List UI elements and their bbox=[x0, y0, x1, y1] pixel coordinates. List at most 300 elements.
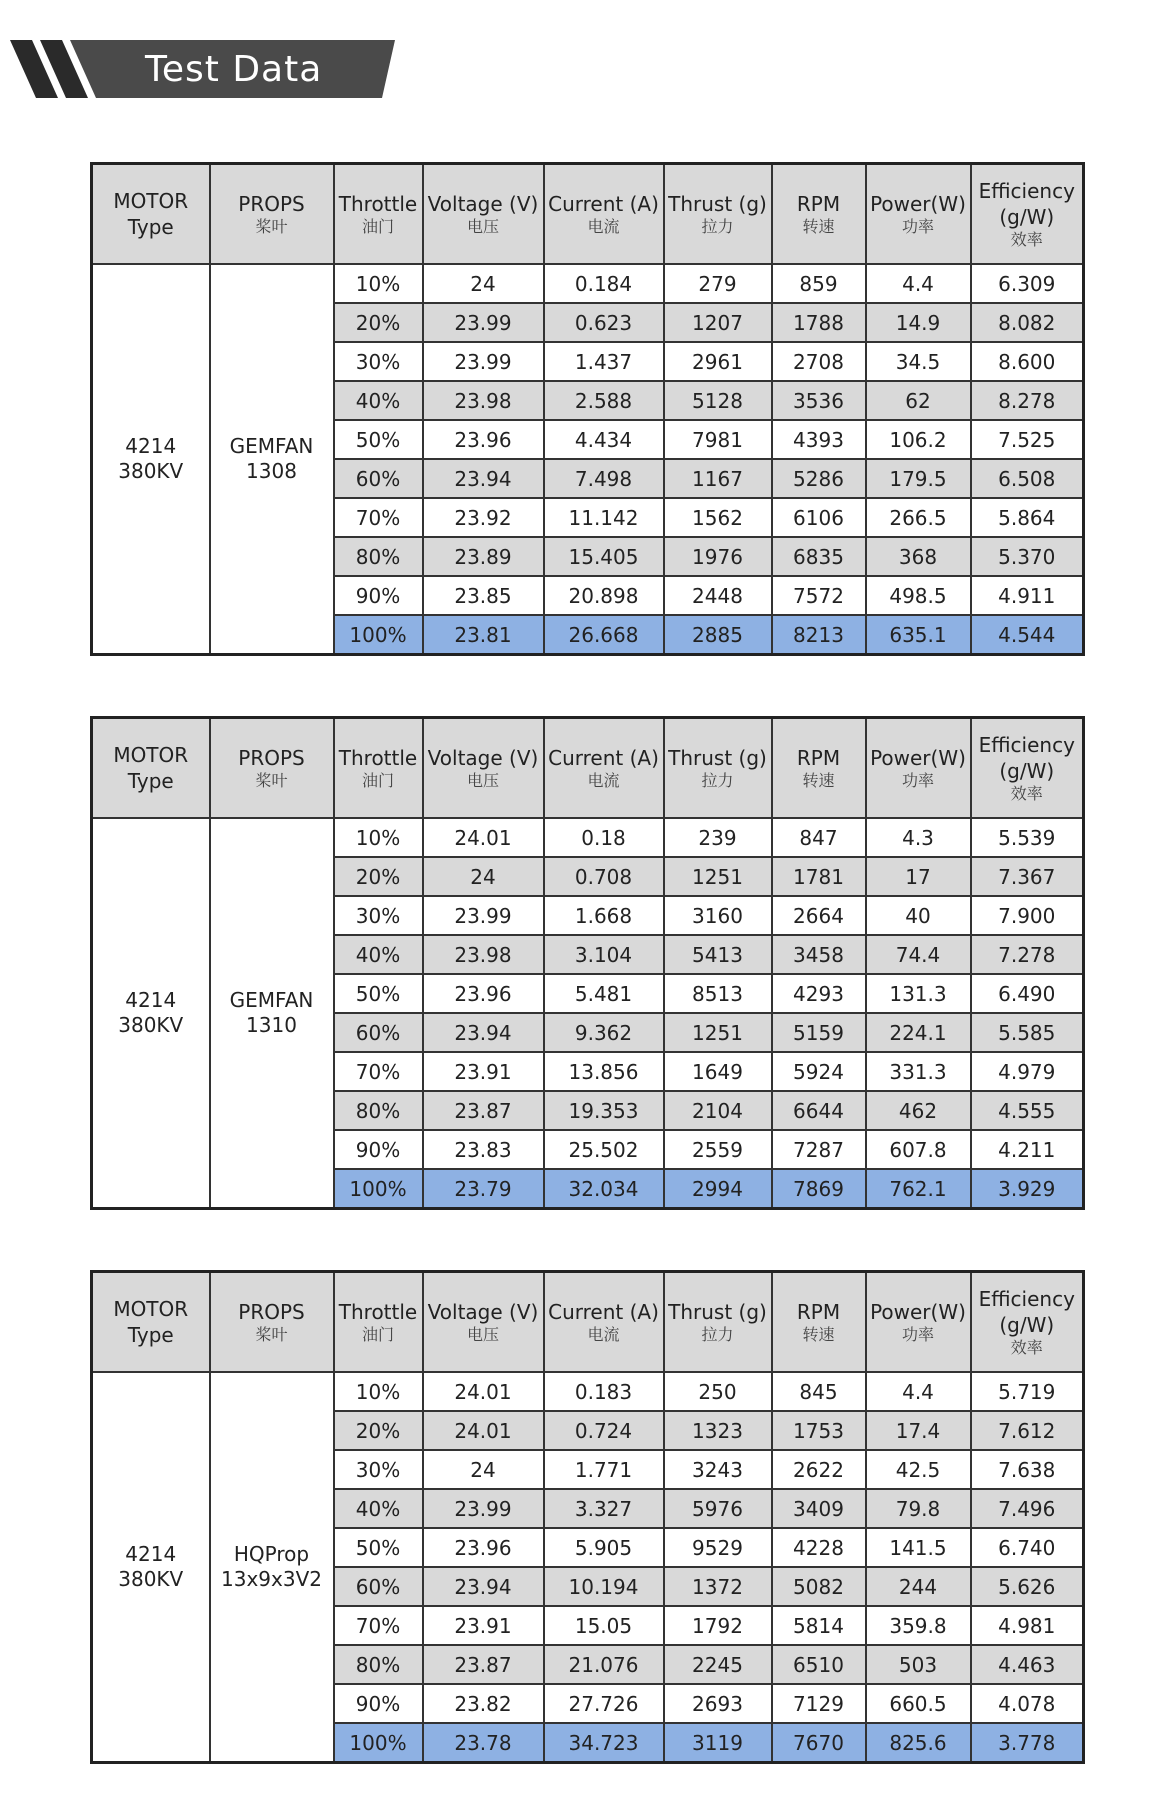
table-cell: 17.4 bbox=[866, 1411, 971, 1450]
table-cell: 19.353 bbox=[544, 1091, 664, 1130]
table-cell: 10% bbox=[334, 264, 423, 303]
table-cell: 6644 bbox=[772, 1091, 866, 1130]
table-cell: 23.99 bbox=[423, 303, 544, 342]
table-cell: 23.99 bbox=[423, 896, 544, 935]
column-header-label: Efficiency bbox=[978, 732, 1075, 757]
table-cell: 23.91 bbox=[423, 1052, 544, 1091]
table-cell: 23.92 bbox=[423, 498, 544, 537]
column-header-label: Throttle bbox=[338, 1299, 418, 1324]
table-cell: 30% bbox=[334, 342, 423, 381]
table-cell: 239 bbox=[664, 818, 772, 857]
table-cell: 607.8 bbox=[866, 1130, 971, 1169]
table-cell: 60% bbox=[334, 459, 423, 498]
table-cell: 7.498 bbox=[544, 459, 664, 498]
table-cell: 62 bbox=[866, 381, 971, 420]
table-cell: 7.278 bbox=[971, 935, 1084, 974]
table-cell: 80% bbox=[334, 537, 423, 576]
table-cell: 40% bbox=[334, 381, 423, 420]
column-header-cn: 电流 bbox=[587, 1324, 620, 1344]
table-cell: 20% bbox=[334, 1411, 423, 1450]
table-cell: 3.929 bbox=[971, 1169, 1084, 1209]
props-cell bbox=[210, 818, 334, 1209]
table-cell: 1781 bbox=[772, 857, 866, 896]
column-header-cn: 油门 bbox=[361, 1324, 394, 1344]
table-cell: 3536 bbox=[772, 381, 866, 420]
table-cell: 10% bbox=[334, 818, 423, 857]
table-cell: 3.778 bbox=[971, 1723, 1084, 1763]
props-line: HQProp bbox=[233, 1542, 310, 1566]
table-cell: 90% bbox=[334, 1130, 423, 1169]
table-cell: 4.544 bbox=[971, 615, 1084, 655]
table-cell: 2885 bbox=[664, 615, 772, 655]
table-cell: 5159 bbox=[772, 1013, 866, 1052]
column-header-label: Thrust (g) bbox=[668, 1299, 767, 1324]
column-header-label: PROPS bbox=[238, 1299, 305, 1324]
table-cell: 23.87 bbox=[423, 1091, 544, 1130]
table-cell: 11.142 bbox=[544, 498, 664, 537]
table-cell: 23.91 bbox=[423, 1606, 544, 1645]
table-cell: 25.502 bbox=[544, 1130, 664, 1169]
table-cell: 1251 bbox=[664, 1013, 772, 1052]
table-cell: 141.5 bbox=[866, 1528, 971, 1567]
table-cell: 331.3 bbox=[866, 1052, 971, 1091]
table-cell: 23.96 bbox=[423, 1528, 544, 1567]
props-line: 1308 bbox=[246, 459, 297, 483]
table-cell: 24 bbox=[423, 857, 544, 896]
table-cell: 2245 bbox=[664, 1645, 772, 1684]
table-cell: 0.183 bbox=[544, 1372, 664, 1411]
table-cell: 3458 bbox=[772, 935, 866, 974]
column-header bbox=[971, 164, 1084, 265]
column-header-label: PROPS bbox=[238, 191, 305, 216]
column-header-cn: 功率 bbox=[901, 1324, 934, 1344]
table-cell: 3.104 bbox=[544, 935, 664, 974]
table-cell: 23.98 bbox=[423, 935, 544, 974]
table-cell: 6.508 bbox=[971, 459, 1084, 498]
column-header-cn: 功率 bbox=[901, 216, 934, 236]
column-header-label: Thrust (g) bbox=[668, 191, 767, 216]
table-cell: 23.81 bbox=[423, 615, 544, 655]
props-line: GEMFAN bbox=[229, 988, 314, 1012]
table-cell: 27.726 bbox=[544, 1684, 664, 1723]
table-cell: 7.525 bbox=[971, 420, 1084, 459]
table-cell: 30% bbox=[334, 896, 423, 935]
table-cell: 4.3 bbox=[866, 818, 971, 857]
table-cell: 40% bbox=[334, 935, 423, 974]
table-cell: 5413 bbox=[664, 935, 772, 974]
column-header bbox=[423, 718, 544, 819]
table-cell: 2994 bbox=[664, 1169, 772, 1209]
table-cell: 6.740 bbox=[971, 1528, 1084, 1567]
column-header bbox=[866, 718, 971, 819]
table-cell: 5924 bbox=[772, 1052, 866, 1091]
table-cell: 4.4 bbox=[866, 1372, 971, 1411]
table-cell: 0.184 bbox=[544, 264, 664, 303]
table-cell: 23.94 bbox=[423, 459, 544, 498]
table-cell: 2693 bbox=[664, 1684, 772, 1723]
table-cell: 10% bbox=[334, 1372, 423, 1411]
table-cell: 13.856 bbox=[544, 1052, 664, 1091]
table-cell: 0.724 bbox=[544, 1411, 664, 1450]
table-cell: 179.5 bbox=[866, 459, 971, 498]
table-cell: 70% bbox=[334, 1052, 423, 1091]
column-header-cn: 转速 bbox=[802, 1324, 835, 1344]
column-header-cn: 拉力 bbox=[701, 216, 734, 236]
test-table-1 bbox=[90, 162, 1082, 656]
data-table bbox=[90, 1270, 1085, 1764]
table-cell: 32.034 bbox=[544, 1169, 664, 1209]
table-cell: 4293 bbox=[772, 974, 866, 1013]
table-cell: 762.1 bbox=[866, 1169, 971, 1209]
column-header bbox=[92, 1272, 210, 1373]
column-header-cn: 效率 bbox=[1010, 229, 1043, 249]
table-cell: 7.612 bbox=[971, 1411, 1084, 1450]
table-cell: 2708 bbox=[772, 342, 866, 381]
table-cell: 8.082 bbox=[971, 303, 1084, 342]
table-cell: 30% bbox=[334, 1450, 423, 1489]
table-cell: 3.327 bbox=[544, 1489, 664, 1528]
page-title: Test Data bbox=[145, 49, 323, 90]
table-cell: 8.600 bbox=[971, 342, 1084, 381]
table-cell: 23.99 bbox=[423, 342, 544, 381]
motor-type-line: 380KV bbox=[118, 1013, 184, 1037]
motor-type-line: 380KV bbox=[118, 459, 184, 483]
table-cell: 15.05 bbox=[544, 1606, 664, 1645]
table-cell: 21.076 bbox=[544, 1645, 664, 1684]
column-header bbox=[866, 1272, 971, 1373]
column-header bbox=[210, 1272, 334, 1373]
props-line: 1310 bbox=[246, 1013, 297, 1037]
table-cell: 4393 bbox=[772, 420, 866, 459]
table-cell: 131.3 bbox=[866, 974, 971, 1013]
table-cell: 5814 bbox=[772, 1606, 866, 1645]
column-header bbox=[92, 718, 210, 819]
table-cell: 847 bbox=[772, 818, 866, 857]
table-row bbox=[92, 818, 1084, 857]
table-cell: 1323 bbox=[664, 1411, 772, 1450]
table-cell: 20.898 bbox=[544, 576, 664, 615]
table-cell: 50% bbox=[334, 420, 423, 459]
table-cell: 0.708 bbox=[544, 857, 664, 896]
column-header-cn: 功率 bbox=[901, 770, 934, 790]
table-cell: 4228 bbox=[772, 1528, 866, 1567]
column-header-label: Voltage (V) bbox=[427, 191, 539, 216]
table-cell: 7287 bbox=[772, 1130, 866, 1169]
table-cell: 60% bbox=[334, 1567, 423, 1606]
table-cell: 74.4 bbox=[866, 935, 971, 974]
table-cell: 5.481 bbox=[544, 974, 664, 1013]
table-cell: 90% bbox=[334, 576, 423, 615]
table-row bbox=[92, 1372, 1084, 1411]
motor-type-line: 4214 bbox=[125, 988, 177, 1012]
table-cell: 8513 bbox=[664, 974, 772, 1013]
table-cell: 7.900 bbox=[971, 896, 1084, 935]
column-header-label: Power(W) bbox=[870, 1299, 966, 1324]
motor-type-cell bbox=[92, 264, 210, 655]
table-cell: 1.771 bbox=[544, 1450, 664, 1489]
table-cell: 3409 bbox=[772, 1489, 866, 1528]
column-header bbox=[772, 1272, 866, 1373]
motor-type-line: 380KV bbox=[118, 1567, 184, 1591]
column-header-cn: 油门 bbox=[361, 216, 394, 236]
column-header-label: RPM bbox=[796, 191, 841, 216]
table-cell: 34.723 bbox=[544, 1723, 664, 1763]
motor-type-cell bbox=[92, 1372, 210, 1763]
table-cell: 23.94 bbox=[423, 1013, 544, 1052]
table-cell: 3243 bbox=[664, 1450, 772, 1489]
table-cell: 2.588 bbox=[544, 381, 664, 420]
table-cell: 9.362 bbox=[544, 1013, 664, 1052]
table-cell: 20% bbox=[334, 857, 423, 896]
table-cell: 6106 bbox=[772, 498, 866, 537]
column-header bbox=[664, 164, 772, 265]
column-header-label: Efficiency bbox=[978, 178, 1075, 203]
table-cell: 5.864 bbox=[971, 498, 1084, 537]
table-cell: 368 bbox=[866, 537, 971, 576]
table-cell: 100% bbox=[334, 615, 423, 655]
column-header-cn: 效率 bbox=[1010, 1337, 1043, 1357]
table-cell: 4.078 bbox=[971, 1684, 1084, 1723]
column-header-cn: 电流 bbox=[587, 216, 620, 236]
column-header-label: Thrust (g) bbox=[668, 745, 767, 770]
table-cell: 1.437 bbox=[544, 342, 664, 381]
table-cell: 5.626 bbox=[971, 1567, 1084, 1606]
table-cell: 7670 bbox=[772, 1723, 866, 1763]
table-cell: 244 bbox=[866, 1567, 971, 1606]
table-cell: 23.79 bbox=[423, 1169, 544, 1209]
table-cell: 1207 bbox=[664, 303, 772, 342]
table-cell: 2622 bbox=[772, 1450, 866, 1489]
data-table bbox=[90, 716, 1085, 1210]
motor-type-line: 4214 bbox=[125, 434, 177, 458]
table-cell: 5082 bbox=[772, 1567, 866, 1606]
column-header-label-2: Type bbox=[127, 1323, 174, 1347]
column-header-label: Power(W) bbox=[870, 745, 966, 770]
props-cell bbox=[210, 1372, 334, 1763]
column-header bbox=[772, 718, 866, 819]
table-cell: 3119 bbox=[664, 1723, 772, 1763]
table-cell: 1251 bbox=[664, 857, 772, 896]
column-header-label: Current (A) bbox=[548, 745, 659, 770]
column-header bbox=[664, 718, 772, 819]
column-header-cn: 电压 bbox=[466, 1324, 499, 1344]
props-cell bbox=[210, 264, 334, 655]
table-cell: 825.6 bbox=[866, 1723, 971, 1763]
table-cell: 15.405 bbox=[544, 537, 664, 576]
column-header bbox=[334, 164, 423, 265]
column-header-label: Power(W) bbox=[870, 191, 966, 216]
column-header-cn: 转速 bbox=[802, 216, 835, 236]
table-cell: 2664 bbox=[772, 896, 866, 935]
table-cell: 1167 bbox=[664, 459, 772, 498]
column-header-label-2: (g/W) bbox=[999, 758, 1055, 783]
table-cell: 1792 bbox=[664, 1606, 772, 1645]
column-header-label: RPM bbox=[796, 1299, 841, 1324]
data-table bbox=[90, 162, 1085, 656]
table-cell: 42.5 bbox=[866, 1450, 971, 1489]
table-cell: 1753 bbox=[772, 1411, 866, 1450]
table-cell: 1649 bbox=[664, 1052, 772, 1091]
table-cell: 17 bbox=[866, 857, 971, 896]
column-header bbox=[971, 718, 1084, 819]
column-header bbox=[423, 164, 544, 265]
table-cell: 4.211 bbox=[971, 1130, 1084, 1169]
table-cell: 80% bbox=[334, 1645, 423, 1684]
table-cell: 279 bbox=[664, 264, 772, 303]
table-cell: 24 bbox=[423, 1450, 544, 1489]
column-header bbox=[866, 164, 971, 265]
column-header bbox=[210, 718, 334, 819]
table-cell: 4.434 bbox=[544, 420, 664, 459]
table-cell: 0.623 bbox=[544, 303, 664, 342]
column-header-label: MOTOR bbox=[113, 189, 189, 213]
column-header-label: RPM bbox=[796, 745, 841, 770]
table-cell: 1788 bbox=[772, 303, 866, 342]
table-cell: 7129 bbox=[772, 1684, 866, 1723]
table-cell: 14.9 bbox=[866, 303, 971, 342]
column-header-cn: 桨叶 bbox=[255, 1324, 288, 1344]
table-cell: 50% bbox=[334, 974, 423, 1013]
table-cell: 1372 bbox=[664, 1567, 772, 1606]
column-header-label: PROPS bbox=[238, 745, 305, 770]
table-cell: 6510 bbox=[772, 1645, 866, 1684]
table-cell: 4.4 bbox=[866, 264, 971, 303]
table-cell: 5.585 bbox=[971, 1013, 1084, 1052]
table-cell: 6.490 bbox=[971, 974, 1084, 1013]
table-cell: 23.87 bbox=[423, 1645, 544, 1684]
table-cell: 7.496 bbox=[971, 1489, 1084, 1528]
table-cell: 266.5 bbox=[866, 498, 971, 537]
column-header-cn: 电流 bbox=[587, 770, 620, 790]
table-cell: 4.981 bbox=[971, 1606, 1084, 1645]
table-cell: 23.96 bbox=[423, 420, 544, 459]
column-header-cn: 桨叶 bbox=[255, 770, 288, 790]
column-header-label-2: Type bbox=[127, 215, 174, 239]
column-header bbox=[971, 1272, 1084, 1373]
column-header bbox=[544, 718, 664, 819]
column-header bbox=[544, 1272, 664, 1373]
table-cell: 79.8 bbox=[866, 1489, 971, 1528]
table-cell: 6835 bbox=[772, 537, 866, 576]
table-cell: 24.01 bbox=[423, 818, 544, 857]
column-header-cn: 电压 bbox=[466, 216, 499, 236]
table-cell: 4.979 bbox=[971, 1052, 1084, 1091]
table-cell: 23.98 bbox=[423, 381, 544, 420]
column-header-cn: 桨叶 bbox=[255, 216, 288, 236]
column-header bbox=[664, 1272, 772, 1373]
column-header-label-2: (g/W) bbox=[999, 204, 1055, 229]
table-cell: 503 bbox=[866, 1645, 971, 1684]
motor-type-line: 4214 bbox=[125, 1542, 177, 1566]
column-header-label: Current (A) bbox=[548, 191, 659, 216]
table-cell: 1562 bbox=[664, 498, 772, 537]
column-header-label: Voltage (V) bbox=[427, 745, 539, 770]
table-cell: 2559 bbox=[664, 1130, 772, 1169]
table-cell: 498.5 bbox=[866, 576, 971, 615]
column-header bbox=[772, 164, 866, 265]
column-header-cn: 拉力 bbox=[701, 1324, 734, 1344]
test-table-2 bbox=[90, 716, 1082, 1210]
table-cell: 23.89 bbox=[423, 537, 544, 576]
table-cell: 5128 bbox=[664, 381, 772, 420]
table-cell: 50% bbox=[334, 1528, 423, 1567]
table-cell: 23.96 bbox=[423, 974, 544, 1013]
table-cell: 3160 bbox=[664, 896, 772, 935]
table-cell: 4.463 bbox=[971, 1645, 1084, 1684]
table-cell: 660.5 bbox=[866, 1684, 971, 1723]
table-cell: 845 bbox=[772, 1372, 866, 1411]
column-header-label: Throttle bbox=[338, 191, 418, 216]
column-header-label-2: (g/W) bbox=[999, 1312, 1055, 1337]
column-header bbox=[334, 1272, 423, 1373]
column-header-cn: 转速 bbox=[802, 770, 835, 790]
table-cell: 1.668 bbox=[544, 896, 664, 935]
column-header bbox=[544, 164, 664, 265]
column-header-cn: 油门 bbox=[361, 770, 394, 790]
table-cell: 26.668 bbox=[544, 615, 664, 655]
column-header-label: Voltage (V) bbox=[427, 1299, 539, 1324]
table-cell: 9529 bbox=[664, 1528, 772, 1567]
table-cell: 2448 bbox=[664, 576, 772, 615]
table-cell: 635.1 bbox=[866, 615, 971, 655]
header-row bbox=[92, 164, 1084, 265]
table-cell: 23.78 bbox=[423, 1723, 544, 1763]
table-cell: 70% bbox=[334, 1606, 423, 1645]
table-cell: 40% bbox=[334, 1489, 423, 1528]
table-cell: 24 bbox=[423, 264, 544, 303]
table-cell: 23.85 bbox=[423, 576, 544, 615]
table-cell: 5.370 bbox=[971, 537, 1084, 576]
column-header-label: Efficiency bbox=[978, 1286, 1075, 1311]
column-header-label: MOTOR bbox=[113, 743, 189, 767]
table-cell: 359.8 bbox=[866, 1606, 971, 1645]
table-cell: 5286 bbox=[772, 459, 866, 498]
table-cell: 7572 bbox=[772, 576, 866, 615]
column-header-cn: 拉力 bbox=[701, 770, 734, 790]
header-row bbox=[92, 718, 1084, 819]
table-cell: 5.539 bbox=[971, 818, 1084, 857]
column-header-label: MOTOR bbox=[113, 1297, 189, 1321]
table-cell: 250 bbox=[664, 1372, 772, 1411]
table-cell: 10.194 bbox=[544, 1567, 664, 1606]
column-header bbox=[92, 164, 210, 265]
motor-type-cell bbox=[92, 818, 210, 1209]
table-cell: 2961 bbox=[664, 342, 772, 381]
table-cell: 1976 bbox=[664, 537, 772, 576]
table-cell: 24.01 bbox=[423, 1411, 544, 1450]
column-header-label: Throttle bbox=[338, 745, 418, 770]
table-cell: 859 bbox=[772, 264, 866, 303]
props-line: GEMFAN bbox=[229, 434, 314, 458]
table-cell: 6.309 bbox=[971, 264, 1084, 303]
table-cell: 462 bbox=[866, 1091, 971, 1130]
props-line: 13x9x3V2 bbox=[221, 1567, 322, 1591]
table-cell: 7869 bbox=[772, 1169, 866, 1209]
table-cell: 23.94 bbox=[423, 1567, 544, 1606]
test-table-3 bbox=[90, 1270, 1082, 1764]
table-cell: 24.01 bbox=[423, 1372, 544, 1411]
table-cell: 5.719 bbox=[971, 1372, 1084, 1411]
table-cell: 4.555 bbox=[971, 1091, 1084, 1130]
header-row bbox=[92, 1272, 1084, 1373]
table-cell: 34.5 bbox=[866, 342, 971, 381]
column-header bbox=[334, 718, 423, 819]
table-cell: 23.83 bbox=[423, 1130, 544, 1169]
column-header-cn: 效率 bbox=[1010, 783, 1043, 803]
table-cell: 20% bbox=[334, 303, 423, 342]
title-banner bbox=[10, 40, 395, 98]
table-cell: 7.638 bbox=[971, 1450, 1084, 1489]
